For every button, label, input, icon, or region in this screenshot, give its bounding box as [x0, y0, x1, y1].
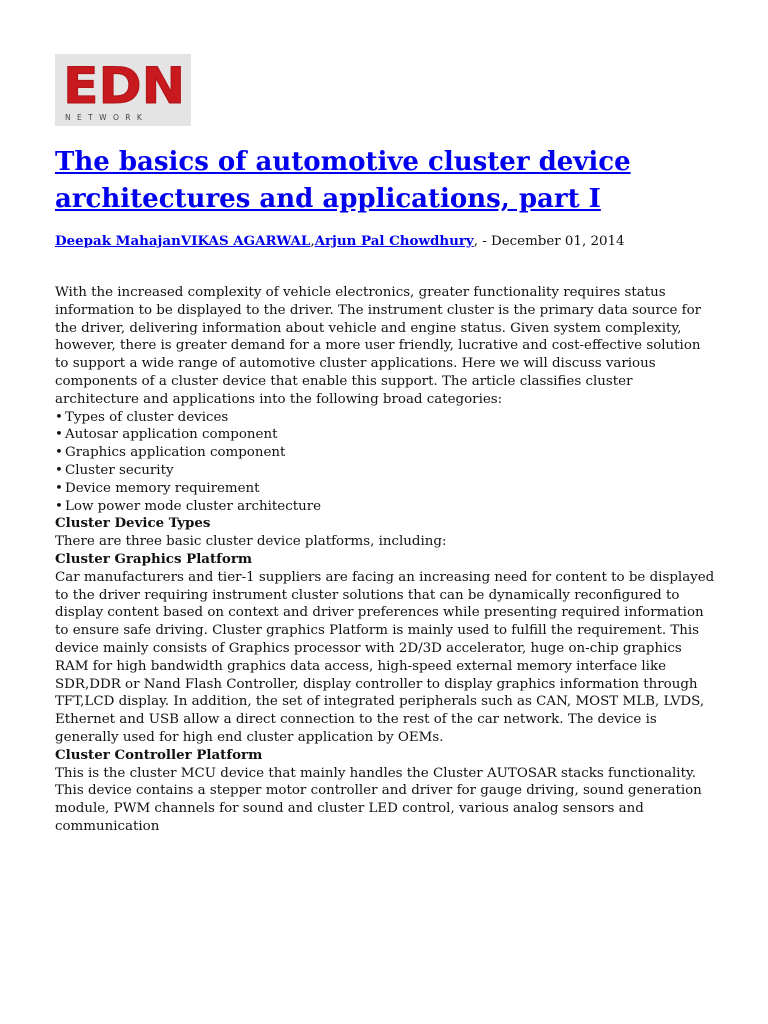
list-item: • Graphics application component — [55, 444, 715, 462]
list-item: • Types of cluster devices — [55, 409, 715, 427]
author-link-deepak-mahajan[interactable]: Deepak Mahajan — [55, 233, 181, 249]
author-separator: , — [310, 234, 315, 249]
list-item: • Low power mode cluster architecture — [55, 498, 715, 516]
logo-wordmark: EDN — [63, 57, 186, 115]
byline — [55, 233, 735, 251]
publish-date: , - December 01, 2014 — [473, 234, 625, 249]
section-paragraph: This is the cluster MCU device that mainly handles the Cluster AUTOSAR stacks functionality. This device contains a stepper motor controller and driver for gauge driving, sound generation module, PWM channels for sound and cluster LED control, various analog sensors and communication — [55, 765, 702, 834]
list-item: • Cluster security — [55, 462, 715, 480]
author-link-vikas-agarwal[interactable]: VIKAS AGARWAL — [180, 233, 311, 249]
intro-paragraph: With the increased complexity of vehicle electronics, greater functionality requires status information to be displayed to the driver. The instrument cluster is the primary data source for the driver, delivering information about vehicle and engine status. Given system complexity, however, there is greater demand for a more user friendly, lucrative and cost-effective solution to support a wide range of automotive cluster applications. Here we will discuss various components of a cluster device that enable this support. The article classifies cluster architecture and applications into the following broad categories: — [55, 285, 702, 407]
section-paragraph: There are three basic cluster device platforms, including: — [55, 534, 447, 550]
list-item: • Autosar application component — [55, 426, 715, 444]
section-heading-cluster-device-types: Cluster Device Types — [55, 515, 211, 532]
category-list — [55, 409, 715, 516]
list-item: • Device memory requirement — [55, 480, 715, 498]
article-title-link[interactable]: The basics of automotive cluster device architectures and applications, part I — [55, 147, 631, 214]
author-link-arjun-pal-chowdhury[interactable]: Arjun Pal Chowdhury — [314, 233, 474, 249]
article-body — [55, 284, 715, 836]
section-paragraph: Car manufacturers and tier-1 suppliers are facing an increasing need for content to be displayed to the driver requiring instrument cluster solutions that can be dynamically reconfigured to display content based on context and driver preferences while presenting required information to ensure safe driving. Cluster graphics Platform is mainly used to fulfill the requirement. This device mainly consists of Graphics processor with 2D/3D accelerator, huge on-chip graphics RAM for high bandwidth graphics data access, high-speed external memory interface like SDR,DDR or Nand Flash Controller, display controller to display graphics information through TFT,LCD display. In addition, the set of integrated peripherals such as CAN, MOST MLB, LVDS, Ethernet and USB allow a direct connection to the rest of the car network. The device is generally used for high end cluster application by OEMs. — [55, 569, 715, 745]
logo-subtitle: NETWORK — [65, 113, 149, 122]
section-heading-cluster-graphics-platform: Cluster Graphics Platform — [55, 550, 253, 567]
section-heading-cluster-controller-platform: Cluster Controller Platform — [55, 746, 263, 763]
edn-network-logo[interactable] — [55, 54, 191, 126]
